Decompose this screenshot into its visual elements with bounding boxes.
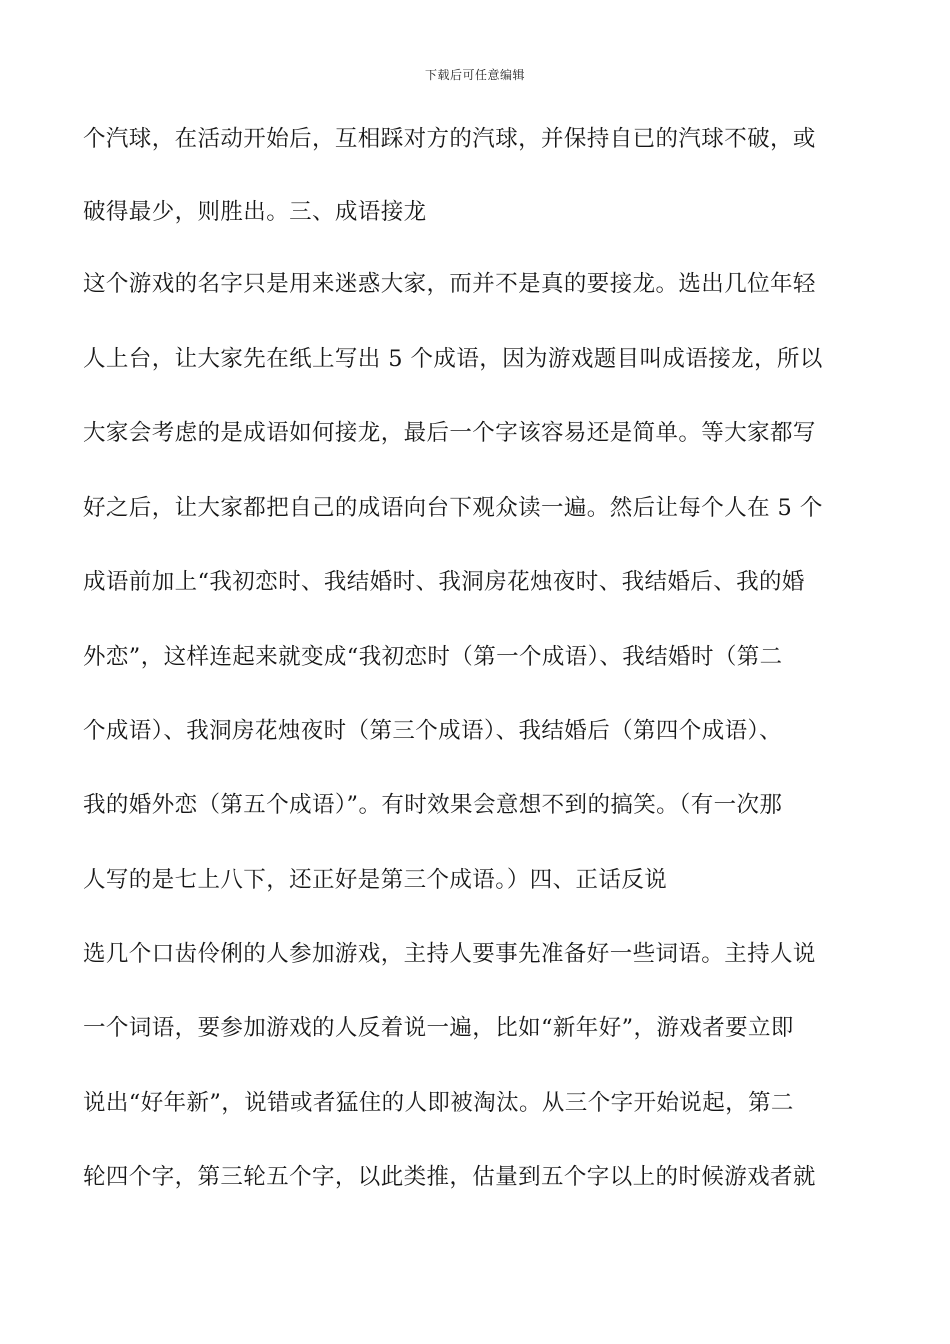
text-line-14: 说出“好年新”，说错或者猛住的人即被淘汰。从三个字开始说起，第二	[83, 1090, 794, 1116]
text-line-6: 好之后，让大家都把自己的成语向台下观众读一遍。然后让每个人在 5 个	[83, 495, 823, 521]
text-line-5: 大家会考虑的是成语如何接龙，最后一个字该容易还是简单。等大家都写	[83, 420, 816, 446]
text-line-7: 成语前加上“我初恋时、我结婚时、我洞房花烛夜时、我结婚后、我的婚	[83, 569, 805, 595]
text-line-8: 外恋”，这样连起来就变成“我初恋时（第一个成语）、我结婚时（第二	[83, 644, 783, 670]
text-line-13: 一个词语，要参加游戏的人反着说一遍，比如“新年好”，游戏者要立即	[83, 1015, 794, 1041]
text-line-3: 这个游戏的名字只是用来迷惑大家，而并不是真的要接龙。选出几位年轻	[83, 271, 816, 297]
text-line-9: 个成语）、我洞房花烛夜时（第三个成语）、我结婚后（第四个成语）、	[83, 718, 783, 744]
text-line-15: 轮四个字，第三轮五个字，以此类推，估量到五个字以上的时候游戏者就	[83, 1164, 816, 1190]
text-line-11: 人写的是七上八下，还正好是第三个成语。）四、正话反说	[83, 867, 668, 893]
text-line-10: 我的婚外恋（第五个成语）”。有时效果会意想不到的搞笑。（有一次那	[83, 792, 783, 818]
text-line-12: 选几个口齿伶俐的人参加游戏，主持人要事先准备好一些词语。主持人说	[83, 941, 816, 967]
text-line-2: 破得最少，则胜出。三、成语接龙	[83, 199, 427, 225]
text-line-1: 个汽球，在活动开始后，互相踩对方的汽球，并保持自已的汽球不破，或	[83, 126, 816, 152]
page-header: 下载后可任意编辑	[424, 68, 525, 82]
text-line-4: 人上台，让大家先在纸上写出 5 个成语，因为游戏题目叫成语接龙，所以	[83, 346, 823, 372]
